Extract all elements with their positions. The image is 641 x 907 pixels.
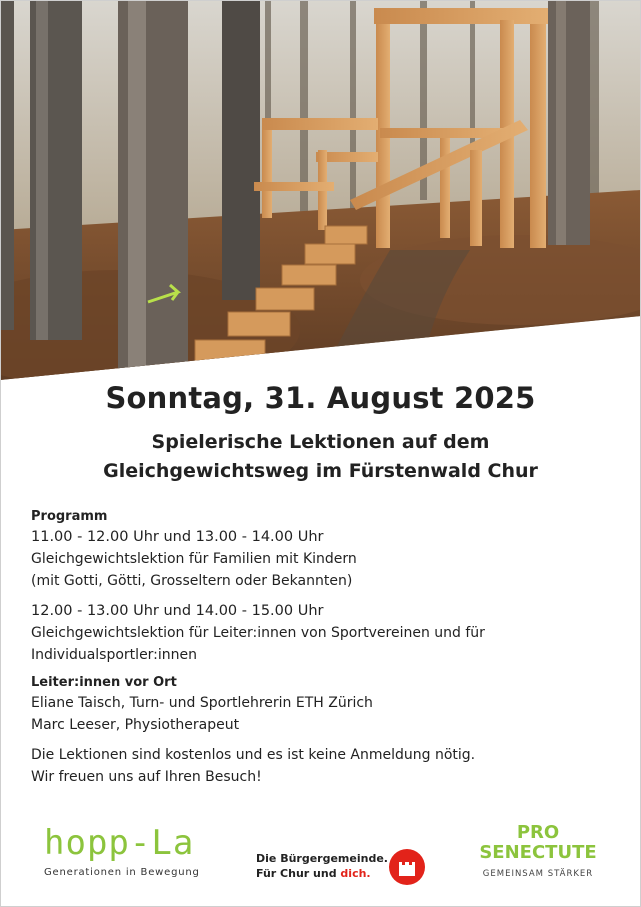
slot-2-time: 12.00 - 13.00 Uhr und 14.00 - 15.00 Uhr: [31, 603, 324, 619]
slot-1-note: (mit Gotti, Götti, Grosseltern oder Bekannten): [31, 573, 353, 589]
pro-senectute-line-2: SENECTUTE: [479, 842, 597, 863]
buergergemeinde-line-2: [256, 866, 388, 881]
buergergemeinde-accent: dich.: [340, 867, 371, 880]
subtitle-line-2: Gleichgewichtsweg im Fürstenwald Chur: [103, 460, 538, 482]
event-date-headline: Sonntag, 31. August 2025: [105, 381, 536, 415]
event-subtitle: [0, 428, 641, 486]
castle-emblem-icon: [388, 848, 426, 890]
program-content: [31, 508, 611, 788]
leader-2: Marc Leeser, Physiotherapeut: [31, 717, 240, 733]
hero-photo: [0, 0, 641, 380]
slot-1-time: 11.00 - 12.00 Uhr und 13.00 - 14.00 Uhr: [31, 529, 324, 545]
hoppla-wordmark: hopp-La: [44, 823, 195, 863]
hoppla-tagline: Generationen in Bewegung: [44, 867, 200, 878]
sponsor-logos: [0, 815, 641, 907]
forest-balance-trail-image: [0, 0, 641, 380]
hoppla-logo: [44, 823, 204, 878]
buergergemeinde-line-1: Die Bürgergemeinde.: [256, 852, 388, 865]
pro-senectute-logo: [478, 823, 598, 879]
slot-2-description: Gleichgewichtslektion für Leiter:innen von Sportvereinen und für: [31, 625, 485, 641]
slot-1-description: Gleichgewichtslektion für Familien mit Kindern: [31, 551, 357, 567]
notes-line-1: Die Lektionen sind kostenlos und es ist keine Anmeldung nötig.: [31, 747, 476, 763]
buergergemeinde-line-2-prefix: Für Chur und: [256, 867, 341, 880]
slot-2-note: Individualsportler:innen: [31, 647, 198, 663]
program-heading: Programm: [31, 509, 108, 524]
buergergemeinde-logo-text: [256, 851, 388, 881]
subtitle-line-1: Spielerische Lektionen auf dem: [151, 431, 490, 453]
notes-line-2: Wir freuen uns auf Ihren Besuch!: [31, 769, 262, 785]
leader-1: Eliane Taisch, Turn- und Sportlehrerin ETH Zürich: [31, 695, 373, 711]
leaders-heading: Leiter:innen vor Ort: [31, 675, 177, 690]
pro-senectute-tagline: GEMEINSAM STÄRKER: [482, 869, 594, 879]
pro-senectute-line-1: PRO: [516, 822, 560, 843]
